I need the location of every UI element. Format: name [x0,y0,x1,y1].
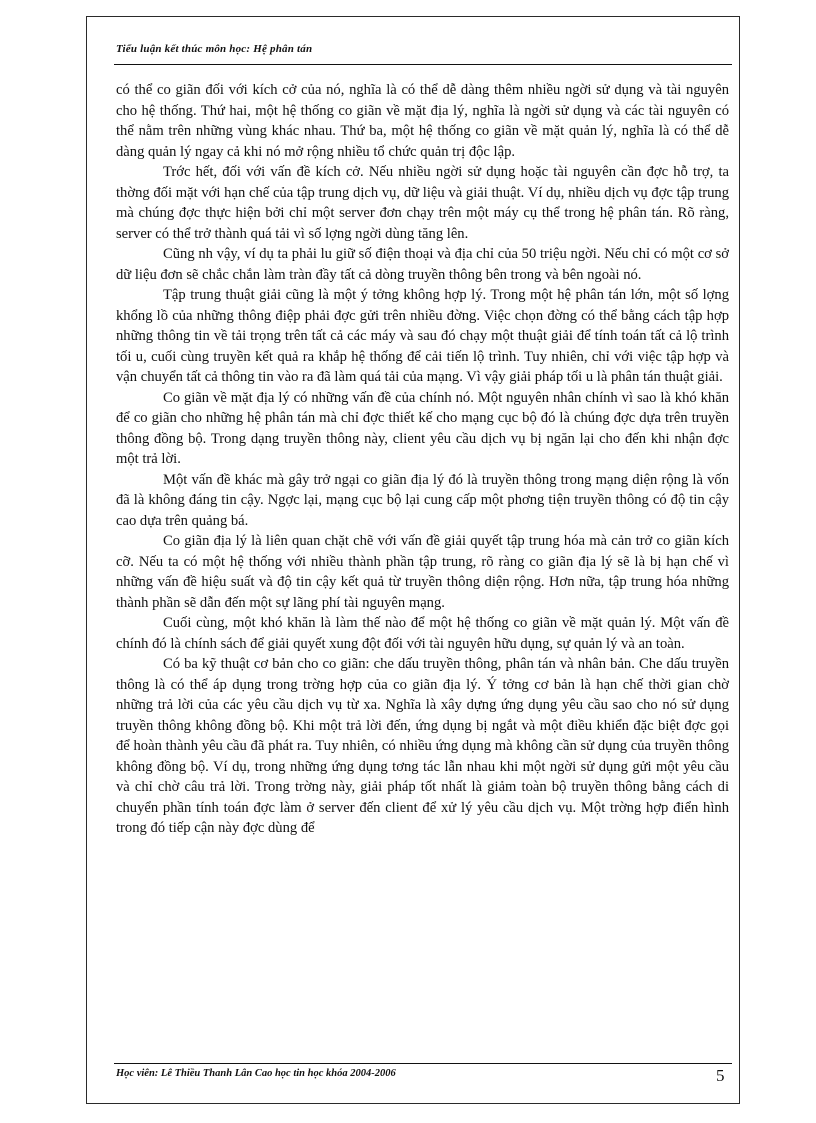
header-divider [114,64,732,65]
page-number: 5 [716,1066,725,1085]
paragraph: Một vấn đề khác mà gây trở ngại co giãn địa lý đó là truyền thông trong mạng diện rộng là vốn đã là không đáng tin cậy. Ngợc lại, mạng cục bộ lại cung cấp một phơng tiện truyền thông có độ tin cậy cao dựa trên quảng bá. [116,471,729,529]
paragraph: Co giãn địa lý là liên quan chặt chẽ với vấn đề giải quyết tập trung hóa mà cản trở co giãn kích cỡ. Nếu ta có một hệ thống với nhiều thành phần tập trung, rõ ràng co giãn địa lý sẽ là bị hạn chế vì những vấn đề hiệu suất và độ tin cậy kết quả từ truyền thông diện rộng. Hơn nữa, tập trung hóa những thành phần sẽ dẫn đến một sự lãng phí tài nguyên mạng. [116,533,729,611]
body-text [116,80,729,839]
paragraph: Có ba kỹ thuật cơ bản cho co giãn: che dấu truyền thông, phân tán và nhân bản. Che dấu truyền thông là có thể áp dụng trong trờng hợp của co giãn địa lý. Ý tởng cơ bản là hạn chế thời gian chờ những trả lời của các yêu cầu dịch vụ từ xa. Nghĩa là xây dựng ứng dụng yêu cầu sao cho nó sử dụng truyền thông không đồng bộ. Khi một trả lời đến, ứng dụng bị ngắt và một điều khiển đặc biệt đợc gọi để hoàn thành yêu cầu đã phát ra. Tuy nhiên, có nhiều ứng dụng mà không cần sử dụng của truyền thông không đồng bộ. Ví dụ, trong những ứng dụng tơng tác lẫn nhau khi một ngời sử dụng gửi một yêu cầu và chỉ chờ câu trả lời. Trong trờng này, giải pháp tốt nhất là giảm toàn bộ truyền thông bằng cách di chuyển phần tính toán đợc làm ở server đến client để xử lý yêu cầu dịch vụ. Một trờng hợp điển hình trong đó tiếp cận này đợc dùng để [116,656,729,836]
paragraph: Co giãn về mặt địa lý có những vấn đề của chính nó. Một nguyên nhân chính vì sao là khó khăn để co giãn cho những hệ phân tán mà chỉ đợc thiết kế cho mạng cục bộ đó là chúng đợc dựa trên truyền thông đồng bộ. Trong dạng truyền thông này, client yêu cầu dịch vụ bị ngăn lại cho đến khi nhận đợc một trả lời. [116,389,729,467]
footer-divider [114,1063,732,1064]
paragraph: có thể co giãn đối với kích cở của nó, nghĩa là có thể dễ dàng thêm nhiều ngời sử dụng và tài nguyên cho hệ thống. Thứ hai, một hệ thống co giãn về mặt địa lý, nghĩa là ngời sử dụng và các tài nguyên có thể nằm trên những vùng khác nhau. Thứ ba, một hệ thống co giãn về mặt quản lý, nghĩa là có thể dễ dàng quản lý ngay cả khi nó mở rộng nhiều tổ chức quản trị độc lập. [116,82,729,160]
page-footer: Học viên: Lê Thiều Thanh Lân Cao học tin học khóa 2004-2006 [116,1068,396,1079]
paragraph: Cuối cùng, một khó khăn là làm thế nào để một hệ thống co giãn về mặt quản lý. Một vấn đề chính đó là chính sách để giải quyết xung đột đối với tài nguyên hữu dụng, sự quản lý và an toàn. [116,615,729,652]
paragraph: Cũng nh vậy, ví dụ ta phải lu giữ số điện thoại và địa chỉ của 50 triệu ngời. Nếu chỉ có một cơ sở dữ liệu đơn sẽ chắc chắn làm tràn đầy tất cả dòng truyền thông bên trong và bên ngoài nó. [116,246,729,283]
paragraph: Tập trung thuật giải cũng là một ý tởng không hợp lý. Trong một hệ phân tán lớn, một số lợng khổng lồ của những thông điệp phải đợc gửi trên nhiều đờng. Việc chọn đờng có thể bằng cách tập hợp những thông tin về tải trọng trên tất cả các máy và sau đó chạy một thuật giải để tính toán tất cả lộ trình tối u, cuối cùng truyền kết quả ra khắp hệ thống để cải tiến lộ trình. Tuy nhiên, chỉ với việc tập hợp và vận chuyển tất cả thông tin vào ra đã làm quá tải của mạng. Vì vậy giải pháp tối u là phân tán thuật giải. [116,287,729,385]
paragraph: Trớc hết, đối với vấn đề kích cở. Nếu nhiều ngời sử dụng hoặc tài nguyên cần đợc hỗ trợ, ta thờng đối mặt với hạn chế của tập trung dịch vụ, dữ liệu và giải thuật. Ví dụ, nhiều dịch vụ đợc tập trung mà chúng đợc thực hiện bởi chỉ một server đơn chạy trên một máy cụ thể trong hệ phân tán. Rõ ràng, server có thể trở thành quá tải vì số lợng ngời dùng tăng lên. [116,164,729,242]
page-header: Tiểu luận kết thúc môn học: Hệ phân tán [116,43,313,55]
